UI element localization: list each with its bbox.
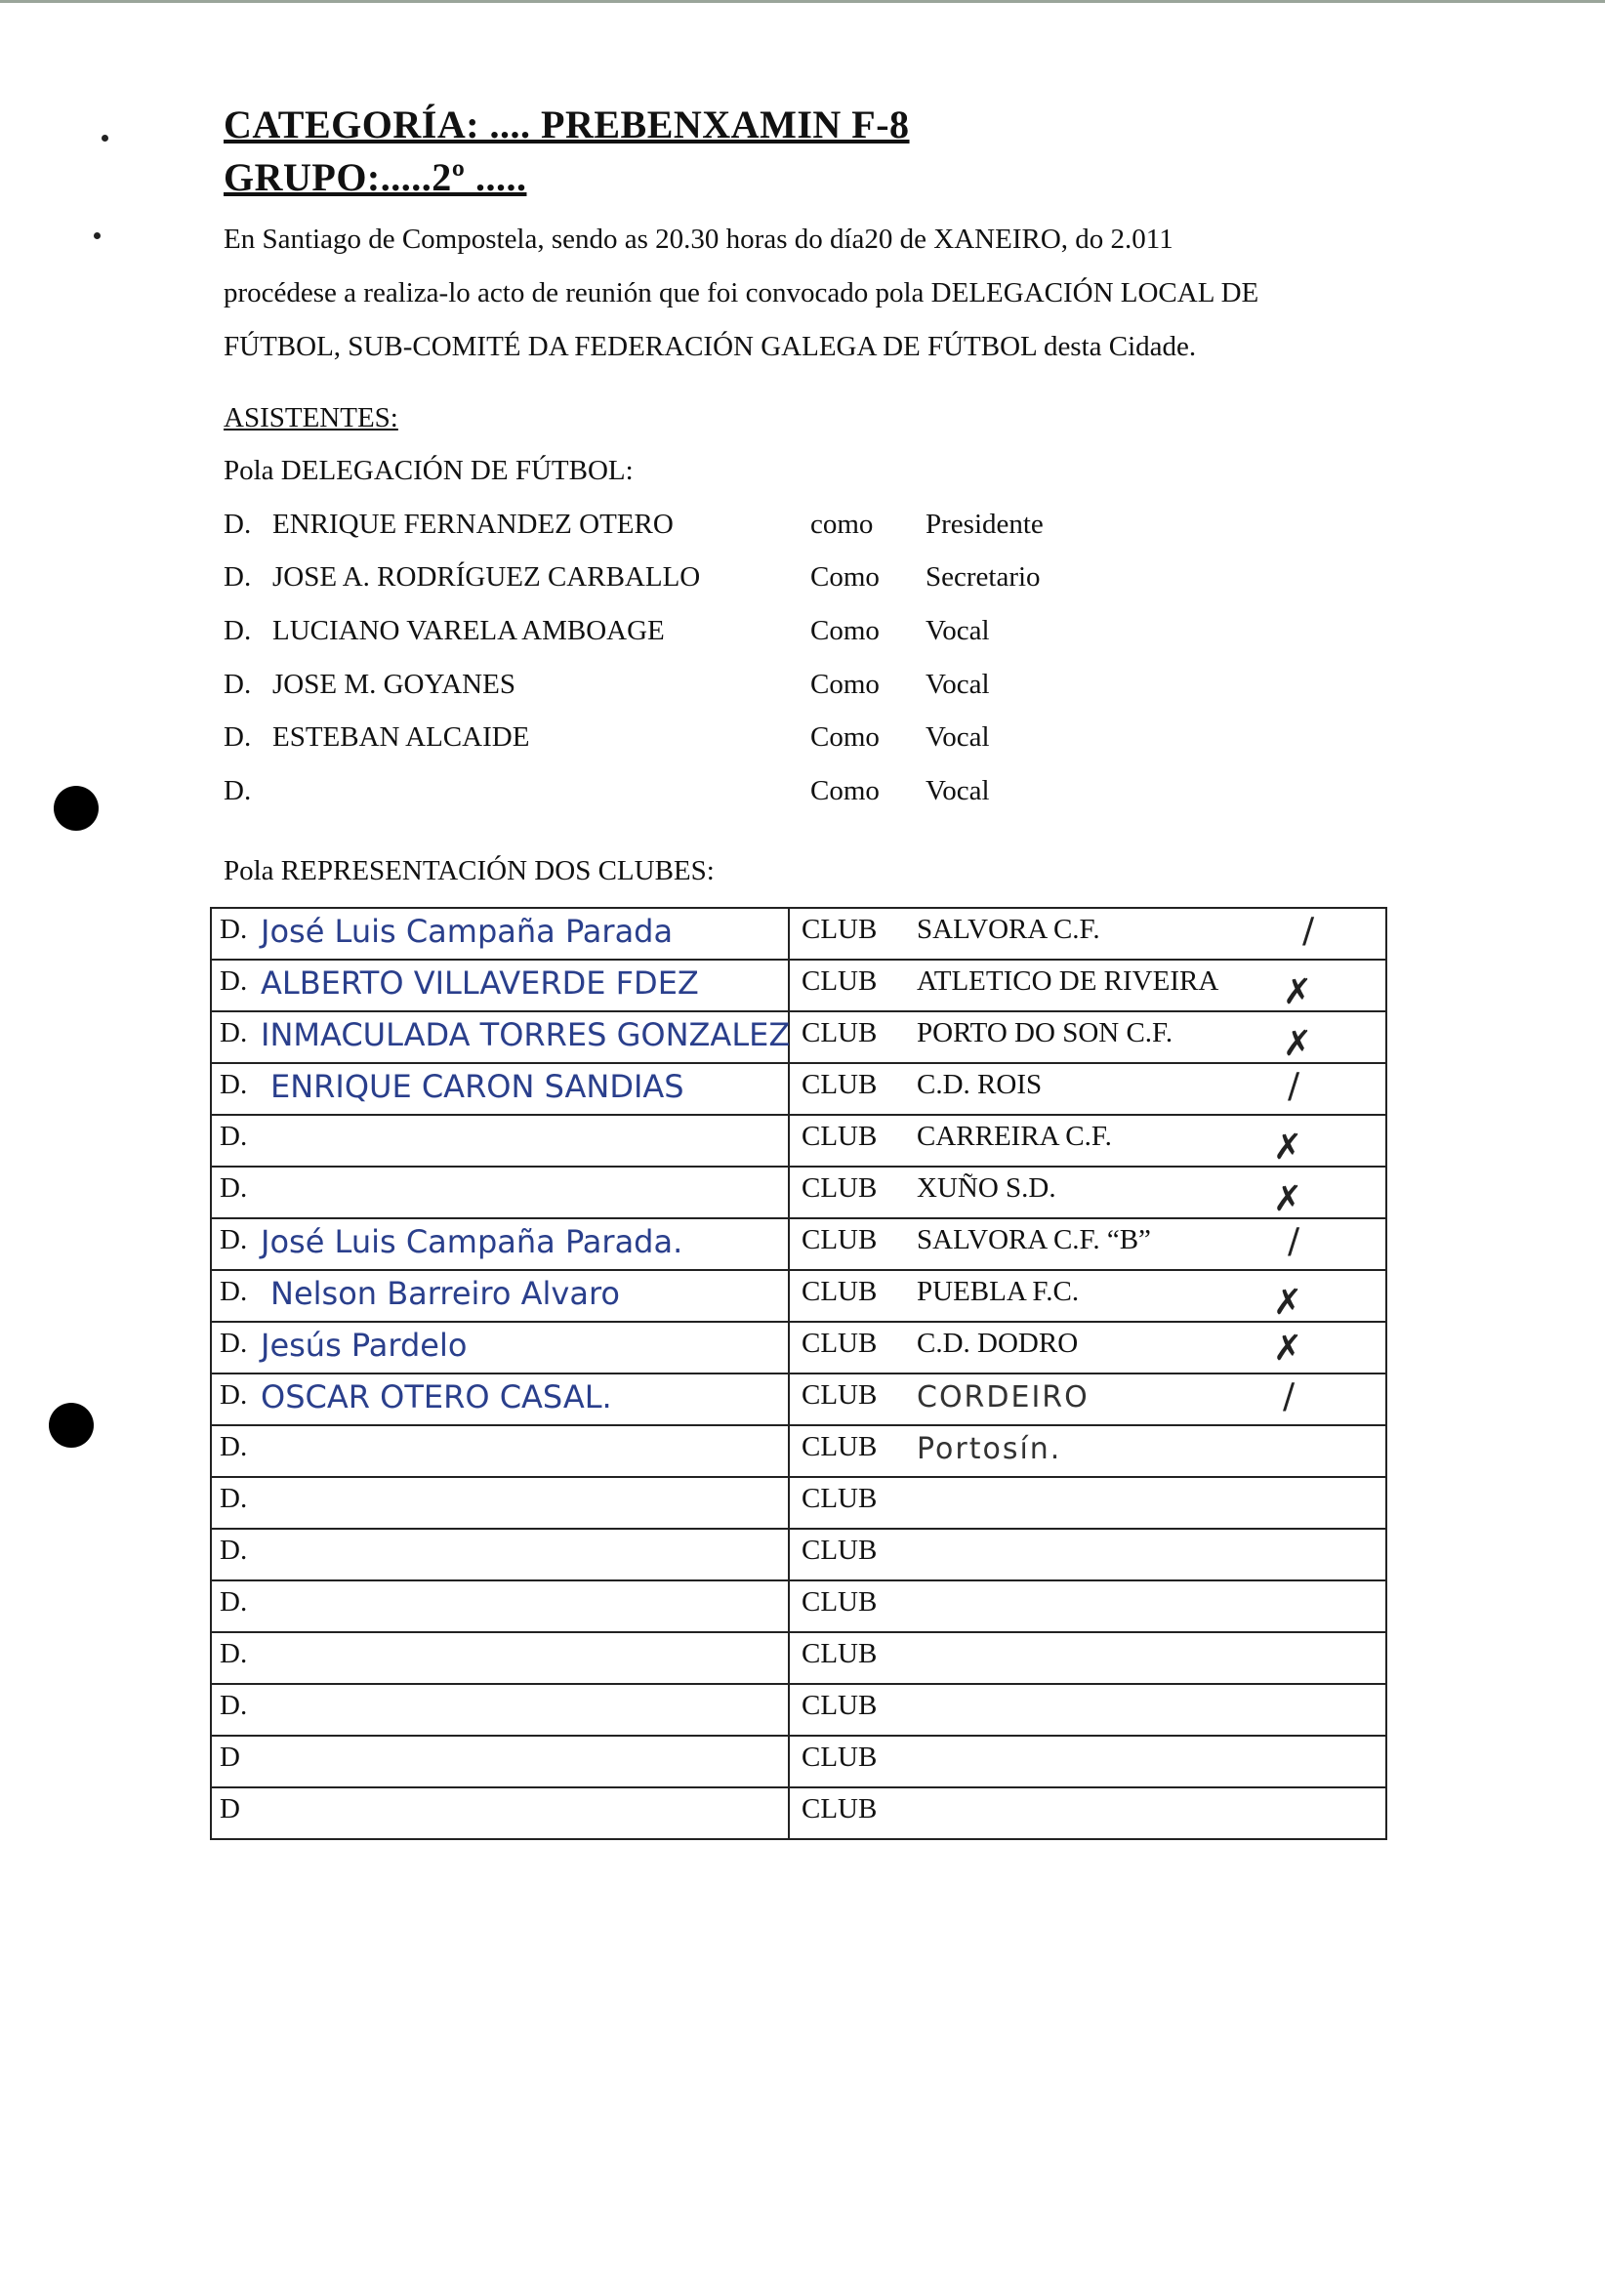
club-name: C.D. ROIS <box>917 1069 1043 1100</box>
club-name: SALVORA C.F. <box>917 914 1100 945</box>
punch-hole-bottom <box>49 1403 94 1448</box>
club-label: CLUB <box>802 1379 878 1411</box>
representative-cell <box>211 1011 789 1063</box>
representative-prefix: D. <box>220 1017 248 1048</box>
club-label: CLUB <box>802 1483 878 1514</box>
club-label: CLUB <box>802 1586 878 1618</box>
club-row <box>211 1425 1386 1477</box>
representative-prefix: D <box>220 1793 240 1824</box>
member-role: Vocal <box>926 775 990 806</box>
member-role: Vocal <box>926 669 990 700</box>
member-prefix: D. <box>224 615 252 646</box>
representative-prefix: D. <box>220 1586 248 1618</box>
handwritten-signature: ALBERTO VILLAVERDE FDEZ <box>261 964 699 1002</box>
handwritten-club-name: Portosín. <box>917 1432 1062 1466</box>
intro-line: En Santiago de Compostela, sendo as 20.30 horas do día20 de XANEIRO, do 2.011 <box>224 224 1173 255</box>
club-cell <box>789 908 1386 960</box>
club-row <box>211 1374 1386 1425</box>
club-cell <box>789 1425 1386 1477</box>
member-name: JOSE M. GOYANES <box>272 669 515 700</box>
club-cell <box>789 1477 1386 1529</box>
club-label: CLUB <box>802 1793 878 1824</box>
club-row <box>211 1115 1386 1167</box>
club-label: CLUB <box>802 914 878 945</box>
handwritten-signature: INMACULADA TORRES GONZALEZ <box>261 1016 791 1053</box>
representative-prefix: D. <box>220 1328 248 1359</box>
representative-prefix: D. <box>220 1535 248 1566</box>
absence-cross-mark: ✗ <box>1273 1179 1303 1219</box>
club-row <box>211 960 1386 1011</box>
club-label: CLUB <box>802 1172 878 1204</box>
representative-cell <box>211 1218 789 1270</box>
club-row <box>211 1632 1386 1684</box>
club-row <box>211 1270 1386 1322</box>
representative-prefix: D. <box>220 1638 248 1669</box>
member-name: ENRIQUE FERNANDEZ OTERO <box>272 509 674 540</box>
member-prefix: D. <box>224 509 252 540</box>
club-cell <box>789 1787 1386 1839</box>
member-como: Como <box>810 721 880 753</box>
club-label: CLUB <box>802 1121 878 1152</box>
representative-cell <box>211 1632 789 1684</box>
member-como: Como <box>810 775 880 806</box>
club-row <box>211 1167 1386 1218</box>
handwritten-signature: Nelson Barreiro Alvaro <box>270 1275 620 1312</box>
club-row <box>211 1063 1386 1115</box>
member-role: Vocal <box>926 721 990 753</box>
handwritten-signature: OSCAR OTERO CASAL. <box>261 1378 612 1415</box>
intro-paragraph <box>224 213 1378 374</box>
club-label: CLUB <box>802 1431 878 1462</box>
club-label: CLUB <box>802 1690 878 1721</box>
absence-cross-mark: ✗ <box>1273 1329 1303 1369</box>
club-cell <box>789 1632 1386 1684</box>
handwritten-signature: Jesús Pardelo <box>261 1327 468 1364</box>
absence-cross-mark: ✗ <box>1273 1283 1303 1323</box>
member-prefix: D. <box>224 721 252 753</box>
club-row <box>211 1787 1386 1839</box>
representative-prefix: D. <box>220 1690 248 1721</box>
representative-prefix: D <box>220 1742 240 1773</box>
member-como: Como <box>810 561 880 593</box>
club-row <box>211 1736 1386 1787</box>
attendance-check-mark: / <box>1288 1066 1300 1106</box>
member-role: Presidente <box>926 509 1044 540</box>
club-name: SALVORA C.F. “B” <box>917 1224 1151 1255</box>
club-cell <box>789 960 1386 1011</box>
representative-prefix: D. <box>220 1121 248 1152</box>
attendance-check-mark: / <box>1302 911 1315 951</box>
absence-cross-mark: ✗ <box>1283 1024 1313 1064</box>
absence-cross-mark: ✗ <box>1283 972 1313 1012</box>
handwritten-club-name: CORDEIRO <box>917 1380 1090 1414</box>
representative-cell <box>211 908 789 960</box>
representative-prefix: D. <box>220 965 248 997</box>
representative-prefix: D. <box>220 1483 248 1514</box>
club-label: CLUB <box>802 1742 878 1773</box>
scan-top-line <box>0 0 1605 3</box>
member-role: Vocal <box>926 615 990 646</box>
club-label: CLUB <box>802 1276 878 1307</box>
member-name: ESTEBAN ALCAIDE <box>272 721 530 753</box>
intro-line: FÚTBOL, SUB-COMITÉ DA FEDERACIÓN GALEGA DE FÚTBOL desta Cidade. <box>224 331 1197 362</box>
club-label: CLUB <box>802 1328 878 1359</box>
asistentes-title: ASISTENTES: <box>224 402 398 433</box>
delegacion-label: Pola DELEGACIÓN DE FÚTBOL: <box>224 455 634 486</box>
club-cell <box>789 1063 1386 1115</box>
representative-cell <box>211 1270 789 1322</box>
representative-prefix: D. <box>220 1172 248 1204</box>
member-name: LUCIANO VARELA AMBOAGE <box>272 615 665 646</box>
club-row <box>211 1218 1386 1270</box>
club-name: PORTO DO SON C.F. <box>917 1017 1173 1048</box>
punch-hole-top <box>54 786 99 831</box>
club-row <box>211 1529 1386 1580</box>
representative-cell <box>211 1115 789 1167</box>
club-label: CLUB <box>802 1224 878 1255</box>
representative-cell <box>211 1477 789 1529</box>
member-role: Secretario <box>926 561 1041 593</box>
club-name: PUEBLA F.C. <box>917 1276 1080 1307</box>
member-prefix: D. <box>224 775 252 806</box>
representative-cell <box>211 1167 789 1218</box>
absence-cross-mark: ✗ <box>1273 1128 1303 1168</box>
handwritten-signature: José Luis Campaña Parada. <box>261 1223 683 1260</box>
handwritten-signature: ENRIQUE CARON SANDIAS <box>270 1068 684 1105</box>
club-label: CLUB <box>802 1535 878 1566</box>
club-name: C.D. DODRO <box>917 1328 1079 1359</box>
categoria-heading: CATEGORÍA: .... PREBENXAMIN F-8 <box>224 102 910 146</box>
scan-speck <box>94 232 101 239</box>
club-cell <box>789 1322 1386 1374</box>
representative-cell <box>211 1787 789 1839</box>
club-cell <box>789 1736 1386 1787</box>
club-cell <box>789 1167 1386 1218</box>
representative-prefix: D. <box>220 1379 248 1411</box>
club-row <box>211 1684 1386 1736</box>
member-prefix: D. <box>224 561 252 593</box>
member-name: JOSE A. RODRÍGUEZ CARBALLO <box>272 561 701 593</box>
club-label: CLUB <box>802 1069 878 1100</box>
representative-cell <box>211 1322 789 1374</box>
representative-prefix: D. <box>220 914 248 945</box>
member-prefix: D. <box>224 669 252 700</box>
handwritten-signature: José Luis Campaña Parada <box>261 913 674 950</box>
representative-prefix: D. <box>220 1431 248 1462</box>
representative-cell <box>211 1425 789 1477</box>
club-cell <box>789 1218 1386 1270</box>
attendance-check-mark: / <box>1288 1221 1300 1261</box>
grupo-heading: GRUPO:.....2º ..... <box>224 155 527 199</box>
intro-line: procédese a realiza-lo acto de reunión que foi convocado pola DELEGACIÓN LOCAL DE <box>224 277 1259 308</box>
representative-cell <box>211 1374 789 1425</box>
representative-cell <box>211 1684 789 1736</box>
club-row <box>211 1011 1386 1063</box>
representative-prefix: D. <box>220 1069 248 1100</box>
club-name: XUÑO S.D. <box>917 1172 1056 1204</box>
member-como: Como <box>810 615 880 646</box>
club-cell <box>789 1270 1386 1322</box>
representative-prefix: D. <box>220 1224 248 1255</box>
member-como: Como <box>810 669 880 700</box>
club-label: CLUB <box>802 965 878 997</box>
club-name: CARREIRA C.F. <box>917 1121 1112 1152</box>
representative-cell <box>211 960 789 1011</box>
club-name: ATLETICO DE RIVEIRA <box>917 965 1219 997</box>
club-row <box>211 1580 1386 1632</box>
club-row <box>211 1477 1386 1529</box>
club-label: CLUB <box>802 1638 878 1669</box>
club-representation-table <box>210 907 1387 1840</box>
club-cell <box>789 1115 1386 1167</box>
representative-cell <box>211 1736 789 1787</box>
club-cell <box>789 1374 1386 1425</box>
club-cell <box>789 1684 1386 1736</box>
club-label: CLUB <box>802 1017 878 1048</box>
representative-cell <box>211 1580 789 1632</box>
representative-cell <box>211 1063 789 1115</box>
club-row <box>211 1322 1386 1374</box>
club-cell <box>789 1529 1386 1580</box>
attendance-check-mark: / <box>1283 1376 1296 1416</box>
member-como: como <box>810 509 874 540</box>
club-cell <box>789 1580 1386 1632</box>
representative-prefix: D. <box>220 1276 248 1307</box>
scan-speck <box>102 135 108 142</box>
representative-cell <box>211 1529 789 1580</box>
club-row <box>211 908 1386 960</box>
club-cell <box>789 1011 1386 1063</box>
clubes-label: Pola REPRESENTACIÓN DOS CLUBES: <box>224 855 715 886</box>
